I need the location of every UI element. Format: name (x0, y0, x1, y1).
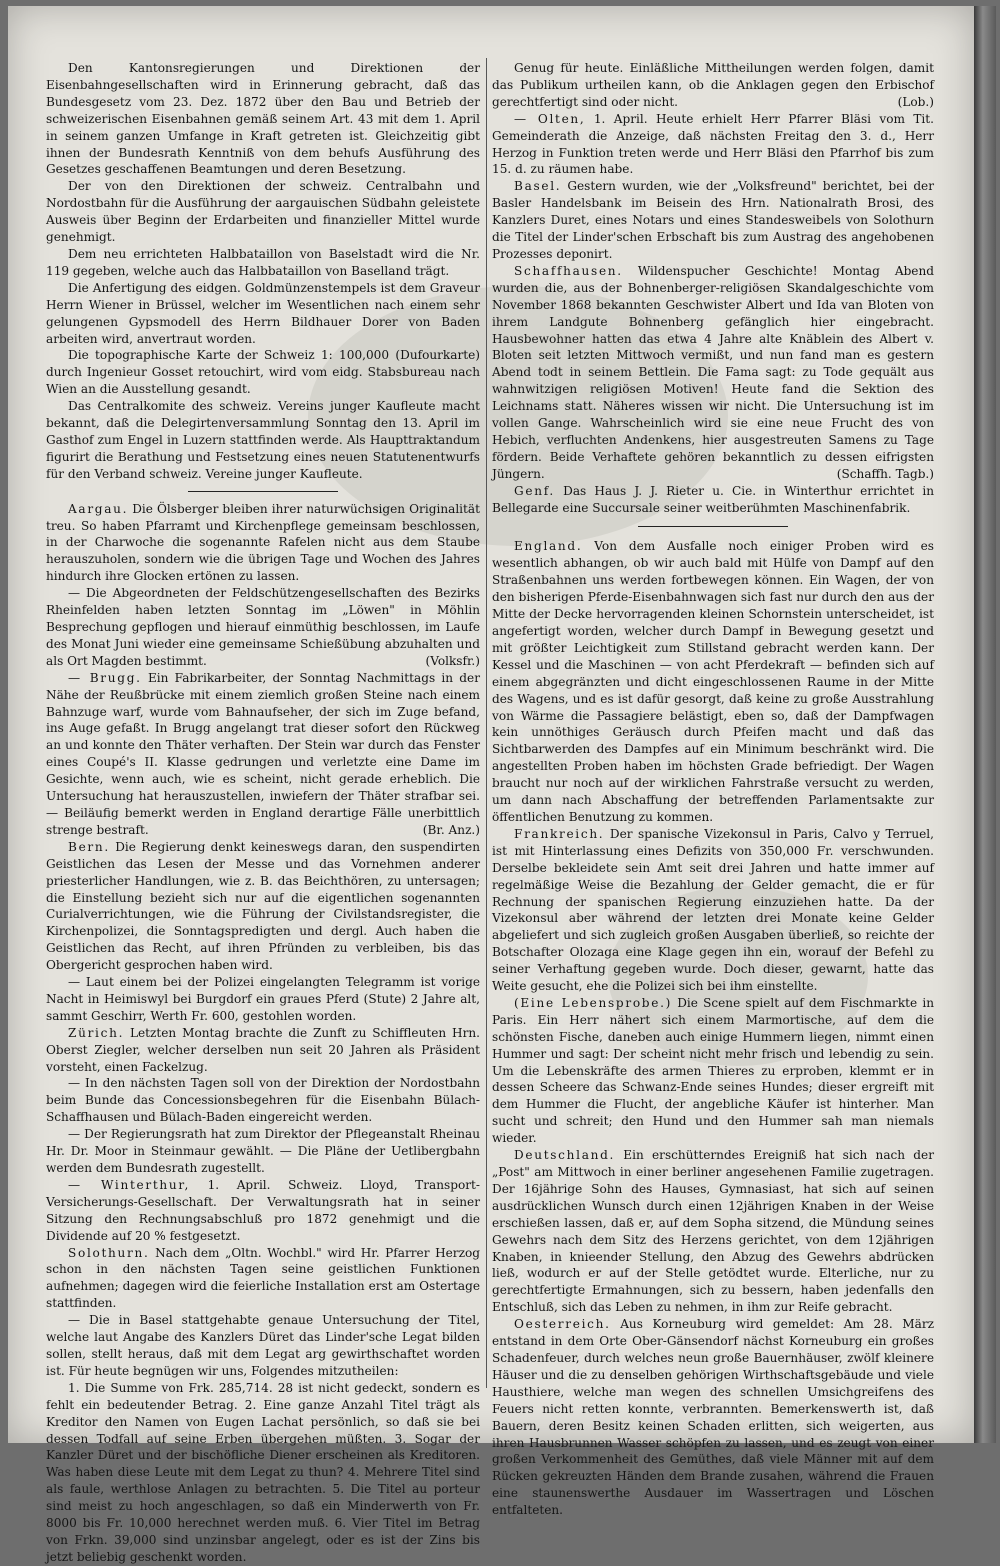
place-heading: Zürich. (68, 1025, 125, 1040)
article-paragraph: Das Centralkomite des schweiz. Vereins junger Kaufleute macht bekannt, daß die Delegirtenversammlung Sonntag den 13. April im Gasthof zum Engel in Luzern stattfinden werde. Als Haupttraktandum figurirt die Berathung und Festsetzung eines neuen Statutenentwurfs für den Verband schweiz. Vereine junger Kaufleute. (46, 399, 480, 481)
place-heading: Frankreich. (514, 826, 605, 841)
news-text: 1. April. Heute erhielt Herr Pfarrer Bläsi vom Tit. Gemeinderath die Anzeige, daß nächsten Freitag den 3. d., Herr Herzog in Funktion treten werde und Herr Bläsi den Pfarrhof bis zum 15. d. zu räumen habe. (492, 111, 934, 177)
news-item: 1. Die Summe von Frk. 285,714. 28 ist nicht gedeckt, sondern es fehlt ein bedeutender Betrag. 2. Eine ganze Anzahl Titel trägt als Kreditor den Namen von Eugen Lachat persönlich, so daß sie bei dessen Todfall auf seine Erben übergehen müßten. 3. Sogar der Kanzler Düret und der bischöfliche Diener erscheinen als Kreditoren. Was haben diese Leute mit dem Legat zu thun? 4. Mehrere Titel sind als faule, werthlose Anlagen zu betrachten. 5. Die Titel au porteur sind meist zu hoch angeschlagen, so daß ein Minderwerth von Fr. 8000 bis Fr. 10,000 herechnet werden muß. 6. Vier Titel im Betrag von Frkn. 39,000 sind unzinsbar angelegt, oder es ist der Zins bis jetzt beliebig geschenkt worden. (46, 1380, 480, 1564)
article-paragraph: Die topographische Karte der Schweiz 1: 100,000 (Dufourkarte) durch Ingenieur Gosset retouchirt, wird vom eidg. Stabsbureau nach Wien an die Ausstellung gesandt. (46, 348, 480, 397)
news-text: Genug für heute. Einläßliche Mittheilungen werden folgen, damit das Publikum urtheilen kann, ob die Anklagen gegen den Erbischof gerechtfertigt sind oder nicht. (492, 61, 934, 109)
news-item-bern (46, 839, 480, 974)
news-item-lebensprobe (492, 995, 934, 1147)
news-item: — Der Regierungsrath hat zum Direktor der Pflegeanstalt Rheinau Hr. Dr. Moor in Steinmaur gewählt. — Die Pläne der Uetlibergbahn werden dem Bundesrath zugestellt. (46, 1127, 480, 1175)
source-citation: (Volksfr.) (425, 653, 480, 668)
place-heading: Deutschland. (514, 1148, 616, 1163)
news-item: — Laut einem bei der Polizei eingelangten Telegramm ist vorige Nacht in Heimiswyl bei Burgdorf ein graues Pferd (Stute) 2 Jahre alt, sammt Geschirr, Werth Fr. 600, gestohlen worden. (46, 975, 480, 1023)
news-item-frankreich (492, 826, 934, 995)
news-text: Ein erschütterndes Ereigniß hat sich nach der „Post" am Mittwoch in einer berliner angesehenen Familie zugetragen. Der 16jährige Sohn des Hauses, Gymnasiast, hat sich auf seinen ausdrücklichen Wunsch durch einen 12jährigen Knaben in der Weise erschießen lassen, daß er, auf dem Sopha sitzend, die Mündung seines Gewehrs nach dem Sitz des Herzens gerichtet, von dem 12jährigen Knaben, in knieender Stellung, den Abzug des Gewehrs abdrücken ließ, wodurch er auf der Stelle getödtet wurde. Elterliche, nur zu gerechtfertigte Ermahnungen, sich zu bessern, haben jedenfalls den Entschluß, sich das Leben zu nehmen, in ihm zur Reife gebracht. (492, 1148, 934, 1315)
news-text: Aus Korneuburg wird gemeldet: Am 28. März entstand in dem Orte Ober-Gänsendorf nächst Korneuburg ein großes Schadenfeuer, durch welches neun große Bauernhäuser, zwölf kleinere Häuser und die zu denselben gehörigen Wirthschaftsgebäude und viele Hausthiere, welche man wegen des schnellen Umsichgreifens des Feuers nicht retten konnte, verbrannten. Bemerkenswerth ist, daß Bauern, deren Besitz keinen Schaden erlitten, sich weigerten, aus ihren Hausbrunnen Wasser schöpfen zu lassen, und es zeugt von einer großen Verkommenheit des Gemüthes, daß viele Männer mit auf dem Rücken gekreuzten Händen dem Brande zusahen, während die Frauen eine staunenswerthe Ausdauer im Wassertragen und Löschen entfalteten. (492, 1317, 934, 1518)
news-text: Von dem Ausfalle noch einiger Proben wird es wesentlich abhangen, ob wir auch bald mit Hülfe von Dampf auf den Straßenbahnen uns werden fortbewegen können. Ein Wagen, der von den bisherigen Pferde-Eisenbahnwagen sich fast nur durch den aus der Mitte der Decke hervorragenden kleinen Schornstein unterscheidet, ist angefertigt worden, welcher durch Dampf in Bewegung gesetzt und mit größter Leichtigkeit zum Stillstand gebracht werden kann. Der Kessel und die Maschinen — von acht Pferdekraft — befinden sich auf einem abgegränzten und dicht eingeschlossenen Raume in der Mitte des Wagens, und es ist dafür gesorgt, daß keine zu große Ausstrahlung von Wärme die Passagiere belästigt, eben so, daß der Dampfwagen kein unnöthiges Geräusch durch Pfeifen macht und daß das Sichtbarwerden des Dampfes auf ein Minimum beschränkt wird. Die angestellten Proben haben im höchsten Grade befriedigt. Der Wagen braucht nur noch auf der wirklichen Fahrstraße versucht zu werden, um dann nach Abschaffung der betreffenden Parlamentsakte zur öffentlichen Benutzung zu kommen. (492, 539, 934, 824)
news-text: Die Scene spielt auf dem Fischmarkte in Paris. Ein Herr nähert sich einem Marmortische, auf dem die schönsten Fische, daneben auch einige Hummern liegen, nimmt einen Hummer und sagt: Der scheint nicht mehr frisch und lebendig zu sein. Um die Lebenskräfte des armen Thieres zu erproben, klemmt er in dessen Scheere das Schwanz-Ende seines Hundes; dieser ergreift mit dem Hummer die Flucht, der angebliche Käufer ist hinterher. Man sucht und schreit; den Hund und den Hummer sah man niemals wieder. (492, 995, 934, 1146)
news-text: 1. April. Schweiz. Lloyd, Transport-Versicherungs-Gesellschaft. Der Verwaltungsrath hat in seiner Sitzung den Rechnungsabschluß pro 1872 genehmigt und die Dividende auf 20 % festgesetzt. (46, 1177, 480, 1243)
news-text: Der spanische Vizekonsul in Paris, Calvo y Terruel, ist mit Hinterlassung eines Defizits von 350,000 Fr. verschwunden. Derselbe bekleidete sein Amt seit drei Jahren und hatte immer auf regelmäßige Weise die Bezahlung der Gelder gemacht, die er für Rechnung der spanischen Regierung einzuziehen hatte. Da der Vizekonsul aber während der letzten drei Monate keine Gelder abgeliefert und sich zugleich großen Ausgaben überließ, so reichte der Botschafter Olozaga eine Klage gegen ihn ein, worauf der Befehl zu seiner Verhaftung gegeben wurde. Doch dieser, gewarnt, hatte das Weite gesucht, ehe die Polizei sich bei ihm einstellte. (492, 826, 934, 994)
news-item-aargau (46, 501, 480, 586)
news-item-basel (492, 178, 934, 263)
source-citation: (Lob.) (897, 94, 934, 109)
place-heading: Genf. (514, 483, 555, 498)
news-item-winterthur (46, 1177, 480, 1245)
news-text: — Die Abgeordneten der Feldschützengesellschaften des Bezirks Rheinfelden haben letzten Sonntag im „Löwen" in Möhlin Besprechung gepflogen und hierauf einmüthig beschlossen, im Laufe des Monat Juni wieder eine gemeinsame Schießübung abzuhalten und als Ort Magden bestimmt. (46, 586, 480, 668)
source-citation: (Schaffh. Tagb.) (836, 466, 934, 481)
news-text: Das Haus J. J. Rieter u. Cie. in Winterthur errichtet in Bellegarde eine Succursale seiner weitberühmten Maschinenfabrik. (492, 483, 934, 515)
column-divider (486, 58, 487, 1388)
news-item (46, 585, 480, 670)
section-divider (188, 491, 338, 492)
place-heading: Oesterreich. (514, 1317, 611, 1332)
article-paragraph: Den Kantonsregierungen und Direktionen der Eisenbahngesellschaften wird in Erinnerung gebracht, daß das Bundesgesetz vom 23. Dez. 1872 über den Bau und Betrieb der schweizerischen Eisenbahnen gemäß seinem Art. 43 mit dem 1. April in seinem ganzen Umfange in Kraft getreten ist. Gleichzeitig gibt ihnen der Bundesrath Kenntniß von dem behufs Ausführung des Gesetzes geschaffenen Beamtungen und deren Besetzung. (46, 61, 480, 177)
news-text: Wildenspucher Geschichte! Montag Abend wurden die, aus der Bohnenberger-religiösen Skandalgeschichte vom November 1868 bekannten Geschwister Albert und Ida van Bloten von ihrem Landgute Bohnenberg gefänglich hier eingebracht. Hausbewohner hatten das etwa 4 Jahre alte Knäblein des Albert v. Bloten seit letzten Mittwoch vermißt, und nun fand man es gestern Abend todt in seinem Bettlein. Die Fama sagt: zu Tode gequält aus wahnwitzigen religiösen Motiven! Heute fand die Sektion des Leichnams statt. Näheres wissen wir nicht. Die Untersuchung ist im vollen Gange. Wahrscheinlich wird sie eine neue Frucht des von Hebich, verfluchten Andenkens, hier ausgestreuten Samens zu Tage fördern. Beide Verhaftete gehören bekanntlich zu dessen eifrigsten Jüngern. (492, 263, 934, 481)
news-item: — In den nächsten Tagen soll von der Direktion der Nordostbahn beim Bunde das Concessionsbegehren für die Eisenbahn Bülach-Schaffhausen und Bülach-Baden eingereicht werden. (46, 1076, 480, 1125)
place-heading: — Olten, (514, 111, 586, 126)
news-item-brugg (46, 670, 480, 839)
news-item-deutschland (492, 1147, 934, 1316)
place-heading: Schaffhausen. (514, 263, 623, 278)
news-text: Letzten Montag brachte die Zunft zu Schiffleuten Hrn. Oberst Ziegler, welcher derselben nun seit 20 Jahren als Präsident vorsteht, einen Fackelzug. (46, 1025, 480, 1074)
news-text: Die Regierung denkt keineswegs daran, den suspendirten Geistlichen das Lesen der Messe und das Vornehmen anderer priesterlicher Handlungen, wie z. B. das Beichthören, zu untersagen; die Einstellung bezieht sich nur auf die eigentlichen sogenannten Curialverrichtungen, wie die Führung der Civilstandsregister, die Kirchenpolizei, die Sonntagspredigten und dergl. Auch haben die Geistlichen das Recht, auf ihren Pfründen zu verbleiben, bis das Obergericht gesprochen haben wird. (46, 839, 480, 973)
right-column (492, 60, 934, 1519)
news-text: Die Ölsberger bleiben ihrer naturwüchsigen Originalität treu. So haben Pfarramt und Kirchenpflege gemeinsam beschlossen, in der Charwoche die sogenannte Rafelen nicht aus dem Staube herauszuholen, sondern wie die übrigen Tage und Wochen des Jahres hindurch ihre Glocken ertönen zu lassen. (46, 501, 480, 584)
article-paragraph: Die Anfertigung des eidgen. Goldmünzenstempels ist dem Graveur Herrn Wiener in Brüssel, welcher im Wesentlichen nach einem sehr gelungenen Gypsmodell des Herrn Bildhauer Dorer von Baden arbeiten wird, anvertraut worden. (46, 280, 480, 346)
source-citation: (Br. Anz.) (422, 822, 480, 837)
article-paragraph: Der von den Direktionen der schweiz. Centralbahn und Nordostbahn für die Ausführung der aargauischen Südbahn geleistete Ausweis über Beginn der Erdarbeiten und finanzieller Mittel wurde genehmigt. (46, 179, 480, 245)
place-heading: Aargau. (68, 501, 129, 516)
news-text: Nach dem „Oltn. Wochbl." wird Hr. Pfarrer Herzog schon in den nächsten Tagen seine geistlichen Funktionen aufnehmen; dagegen wird die feierliche Installation erst am Ostertage stattfinden. (46, 1245, 480, 1311)
left-column (46, 60, 480, 1566)
news-item-oesterreich (492, 1316, 934, 1519)
news-item: — Die in Basel stattgehabte genaue Untersuchung der Titel, welche laut Angabe des Kanzlers Düret das Linder'sche Legat bilden sollen, stellt heraus, daß mit dem Legat arg gewirthschaftet worden ist. Für heute begnügen wir uns, Folgendes mitzutheilen: (46, 1313, 480, 1378)
news-item-genf (492, 483, 934, 517)
news-text: Gestern wurden, wie der „Volksfreund" berichtet, bei der Basler Handelsbank im Beisein des Hrn. Nationalrath Brosi, des Kanzlers Duret, eines Notars und eines Standesweibels von Solothurn die Titel der Linder'schen Erbschaft bis zum Austrag des angehobenen Prozesses deponirt. (492, 179, 934, 261)
section-divider (638, 526, 788, 527)
place-heading: — Brugg. (68, 670, 142, 685)
place-heading: Basel. (514, 179, 562, 194)
news-item-solothurn (46, 1245, 480, 1313)
place-heading: Bern. (68, 839, 110, 854)
place-heading: England. (514, 539, 583, 554)
place-heading: — Winterthur, (68, 1177, 191, 1192)
news-item-england (492, 538, 934, 825)
place-heading: (Eine Lebensprobe.) (514, 995, 673, 1010)
news-item-zuerich (46, 1025, 480, 1076)
news-text: Ein Fabrikarbeiter, der Sonntag Nachmittags in der Nähe der Reußbrücke mit einem ziemlich großen Steine nach einem Bahnzuge warf, wurde vom Bahnaufseher, der sich im Zuge befand, ins Auge gefaßt. In Brugg angelangt trat dieser sofort den Rückweg an und konnte den Thäter verhaften. Der Stein war durch das Fenster eines Coupé's II. Klasse gedrungen und verletzte eine Dame im Gesichte, wenn auch, wie es scheint, nicht gerade erheblich. Die Untersuchung hat herauszustellen, inwiefern der Thäter strafbar sei. — Beiläufig bemerkt werden in England derartige Fälle unerbittlich strenge bestraft. (46, 670, 480, 837)
article-paragraph: Dem neu errichteten Halbbataillon von Baselstadt wird die Nr. 119 gegeben, welche auch das Halbbataillon von Baselland trägt. (46, 246, 480, 278)
news-item (492, 60, 934, 111)
place-heading: Solothurn. (68, 1245, 150, 1260)
news-item-olten (492, 111, 934, 179)
news-item-schaffhausen (492, 263, 934, 483)
